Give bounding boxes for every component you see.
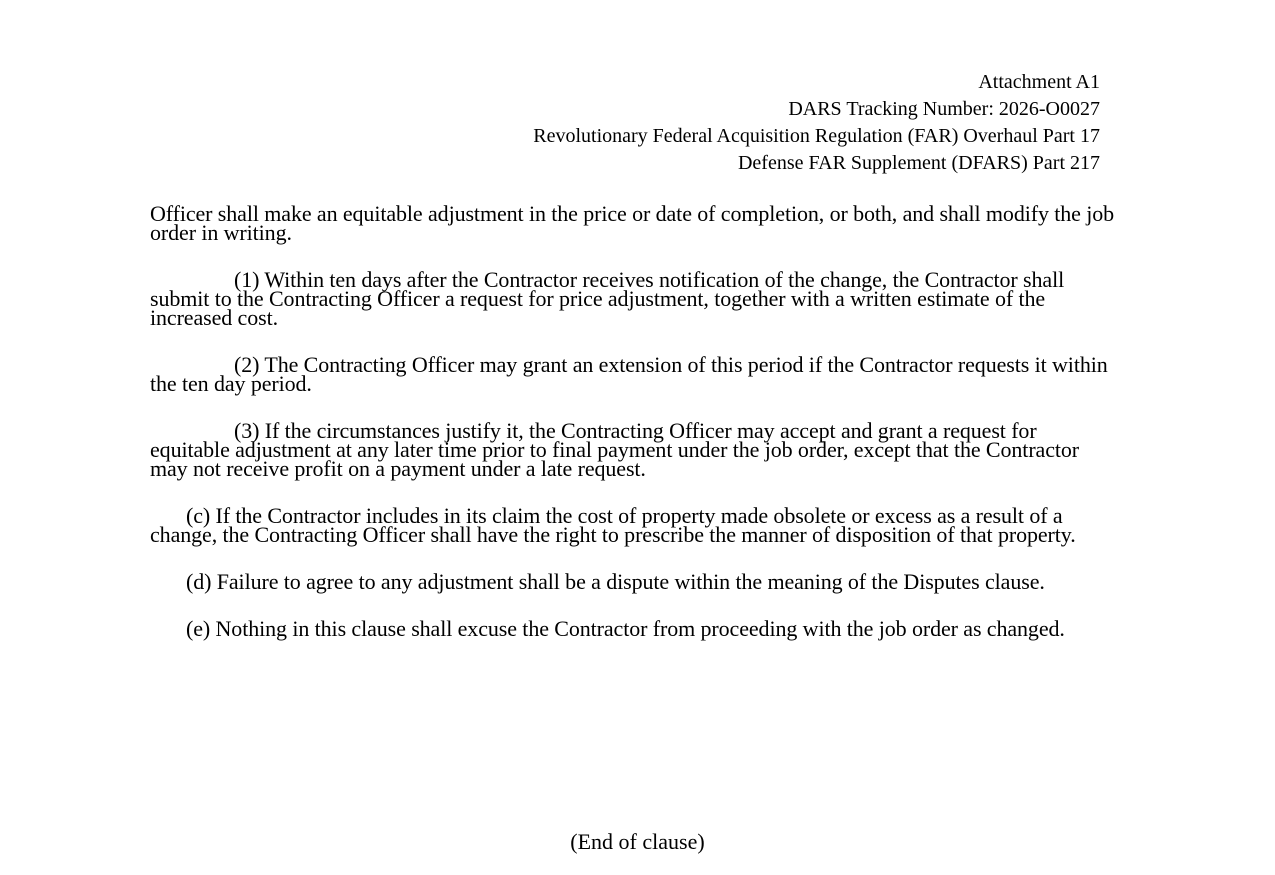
paragraph-e: (e) Nothing in this clause shall excuse the Contractor from proceeding with the job order as changed.: [186, 616, 1065, 641]
paragraph-2: (2) The Contracting Officer may grant an extension of this period if the Contractor requests it within the ten day period.: [150, 352, 1108, 396]
paragraph-1: (1) Within ten days after the Contractor receives notification of the change, the Contractor shall submit to the Contracting Officer a request for price adjustment, together with a written estimate of the increased cost.: [150, 267, 1065, 330]
header-far-part: Revolutionary Federal Acquisition Regulation (FAR) Overhaul Part 17: [533, 125, 1100, 147]
header-attachment: Attachment A1: [978, 71, 1100, 93]
header-dfars-part: Defense FAR Supplement (DFARS) Part 217: [737, 152, 1100, 174]
document-page: [150, 0, 1115, 875]
end-of-clause: (End of clause): [570, 829, 705, 854]
document-header: [533, 69, 1100, 177]
document-body: [150, 201, 1115, 666]
paragraph-c: (c) If the Contractor includes in its claim the cost of property made obsolete or excess as a result of a change, the Contracting Officer shall have the right to prescribe the manner of disposition of that property.: [150, 503, 1076, 547]
paragraph-3: (3) If the circumstances justify it, the Contracting Officer may accept and grant a request for equitable adjustment at any later time prior to final payment under the job order, except that the Contractor may not receive profit on a payment under a late request.: [150, 418, 1080, 481]
paragraph-continued: Officer shall make an equitable adjustment in the price or date of completion, or both, and shall modify the job order in writing.: [150, 201, 1115, 245]
header-tracking-number: DARS Tracking Number: 2026-O0027: [788, 98, 1100, 120]
paragraph-d: (d) Failure to agree to any adjustment shall be a dispute within the meaning of the Disputes clause.: [186, 569, 1045, 594]
